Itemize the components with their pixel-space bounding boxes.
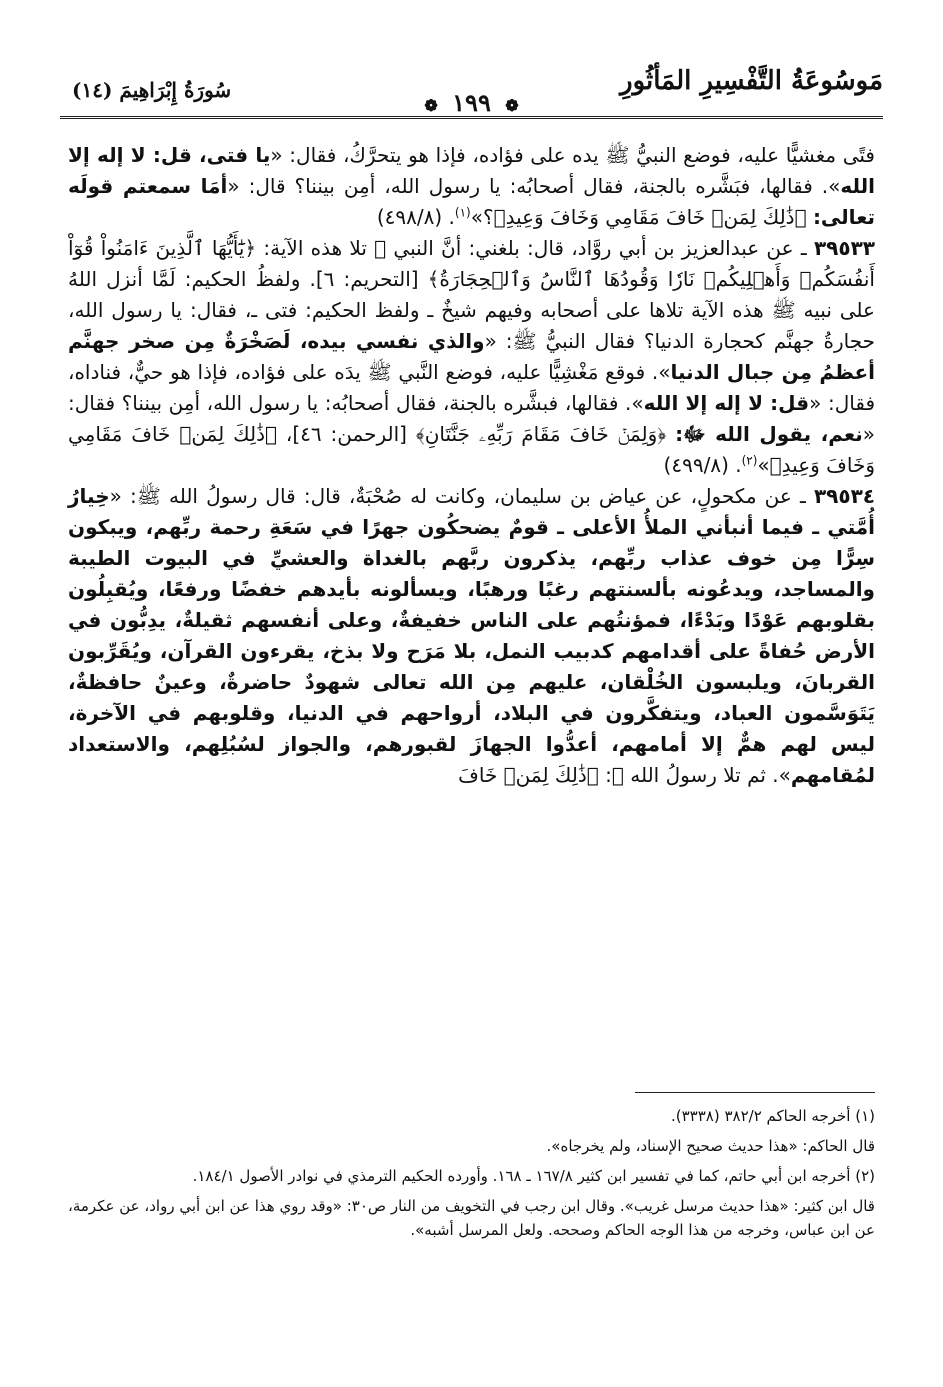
narration-text: ﴿ذَٰلِكَ لِمَنۡ خَافَ مَقَامِي وَخَافَ وَعِيدِ﴾؟» xyxy=(470,205,813,229)
narration-text: ». فقالها، فبشَّره بالجنة، فقال أصحابُه: يا رسول الله، أمِن بيننا؟ فقال: « xyxy=(68,391,875,446)
narration-text: ـ عن عبدالعزيز بن أبي روَّاد، قال: بلغني: أنَّ النبي ﷺ تلا هذه الآية: ﴿يَٰٓأَيُّهَا ٱلَّذِينَ ءَامَنُواْ قُوٓاْ أَنفُسَكُمۡ وَأَهۡلِيكُمۡ نَارٗا وَقُودُهَا ٱلنَّاسُ وَٱلۡحِجَارَةُ﴾ [التحريم: ٦]. ولفظُ الحكيم: لَمَّا أنزل اللهُ على نبيه ﷺ هذه الآية تلاها على أصحابه وفيهم شيخٌ ـ ولفظ الحكيم: فتى ـ، فقال: يا رسول الله، حجارةُ جهنَّم كحجارة الدنيا؟ فقال النبيُّ ﷺ: « xyxy=(68,236,876,353)
footnote-marker: (١) xyxy=(454,205,471,220)
ornament-icon: ❁ xyxy=(505,96,519,115)
narration-text: فتًى مغشيًّا عليه، فوضع النبيُّ ﷺ يده على فؤاده، فإذا هو يتحرَّكُ، فقال: « xyxy=(270,143,875,167)
footnote-marker: (٢) xyxy=(741,453,758,468)
footnotes xyxy=(68,1104,875,1248)
hadith-paragraph xyxy=(68,140,875,233)
hadith-number: ٣٩٥٣٤ xyxy=(813,484,875,508)
narration-text: ». فقالها، فبَشَّره بالجنة، فقال أصحابُه: يا رسول الله، أمِن بيننا؟ قال: « xyxy=(227,174,841,198)
hadith-text: والذي نفسي بيده، لَصَخْرَةٌ مِن صخر جهنَّم أعظمُ مِن جبال الدنيا xyxy=(68,329,876,384)
header-divider xyxy=(60,116,883,119)
page-header xyxy=(60,66,883,122)
volume-reference: . (٤٩٩/٨) xyxy=(663,453,742,477)
footnote-item: (١) أخرجه الحاكم ٣٨٢/٢ (٣٣٣٨). xyxy=(671,1107,875,1125)
footnote-item: قال ابن كثير: «هذا حديث مرسل غريب». وقال ابن رجب في التخويف من النار ص٣٠: «وقد روي هذا عن ابن أبي رواد، عن عكرمة، عن ابن عباس، وخرجه من هذا الوجه الحاكم وصححه. ولعل المرسل أشبه». xyxy=(68,1197,875,1239)
ornament-icon: ❁ xyxy=(424,96,438,115)
book-title: مَوسُوعَةُ التَّفْسِيرِ المَأثُورِ xyxy=(620,66,883,96)
hadith-text: نعم، يقول الله ﷻ: xyxy=(675,422,863,446)
hadith-text: قل: لا إله إلا الله xyxy=(643,391,810,415)
narration-text: ﴿وَلِمَنۡ خَافَ مَقَامَ رَبِّهِۦ جَنَّتَانِ﴾ [الرحمن: ٤٦]، ﴿ذَٰلِكَ لِمَنۡ خَافَ مَقَامِي وَخَافَ وَعِيدِ﴾» xyxy=(68,422,875,477)
footnote-divider xyxy=(635,1092,875,1093)
narration-text: ـ عن مكحولٍ، عن عياض بن سليمان، وكانت له صُحْبَةٌ، قال: قال رسولُ الله ﷺ: « xyxy=(109,484,814,508)
hadith-text: يا فتى، قل: لا إله إلا الله xyxy=(68,143,876,198)
footnote-item: قال الحاكم: «هذا حديث صحيح الإسناد، ولم يخرجاه». xyxy=(546,1137,875,1155)
footnote-item: (٢) أخرجه ابن أبي حاتم، كما في تفسير ابن كثير ١٦٧/٨ ـ ١٦٨. وأورده الحكيم الترمذي في نوادر الأصول ١٨٤/١. xyxy=(192,1167,875,1185)
hadith-number: ٣٩٥٣٣ xyxy=(813,236,875,260)
hadith-paragraph xyxy=(68,481,875,791)
narration-text: ». ثم تلا رسولُ الله ﷺ: ﴿ذَٰلِكَ لِمَنۡ خَافَ xyxy=(458,763,791,787)
narration-text: ». فوقع مَغْشِيًّا عليه، فوضع النَّبي ﷺ يدَه على فؤاده، فإذا هو حيٌّ، فناداه، فقال: « xyxy=(68,360,875,415)
hadith-paragraph xyxy=(68,233,875,481)
page-number: ١٩٩ xyxy=(452,88,491,117)
hadith-text: خِيارُ أُمَّتي ـ فيما أنبأني الملأُ الأعلى ـ قومٌ يضحكُون جهرًا في سَعَةِ رحمة ربِّهم، ويبكون سِرًّا مِن خوف عذاب ربِّهم، يذكرون ربَّهم بالغداة والعشيِّ في البيوت الطيبة والمساجد، ويدعُونه بألسنتهم رغبًا ورهبًا، ويسألونه بأيدهم خفضًا ورفعًا، ويُقبِلُون بقلوبهم عَوْدًا وبَدْءًا، فمؤنتُهم على الناس خفيفةٌ، وعلى أنفسهم ثقيلةٌ، يدِبُّون في الأرض حُفاةً على أقدامهم كدبيب النمل، بلا مَرَح ولا بذخ، يقرءون القرآن، ويُقَرِّبون القربانَ، ويلبسون الخُلْقان، عليهم مِن الله تعالى شهودٌ حاضرةٌ، وعينٌ حافظةٌ، يَتَوَسَّمون العباد، ويتفكَّرون في البلاد، أرواحهم في الدنيا، وقلوبهم في الآخرة، ليس لهم همٌّ إلا أمامهم، أعدُّوا الجهازَ لقبورهم، والجواز لسُبُلِهم، والاستعداد لمُقامهم xyxy=(68,484,875,787)
volume-reference: . (٤٩٨/٨) xyxy=(376,205,455,229)
main-text xyxy=(68,140,875,791)
surah-label: سُورَةُ إِبْرَاهِيمَ (١٤) xyxy=(72,78,232,102)
hadith-text: أمَا سمعتم قولَه تعالى: xyxy=(68,174,875,229)
